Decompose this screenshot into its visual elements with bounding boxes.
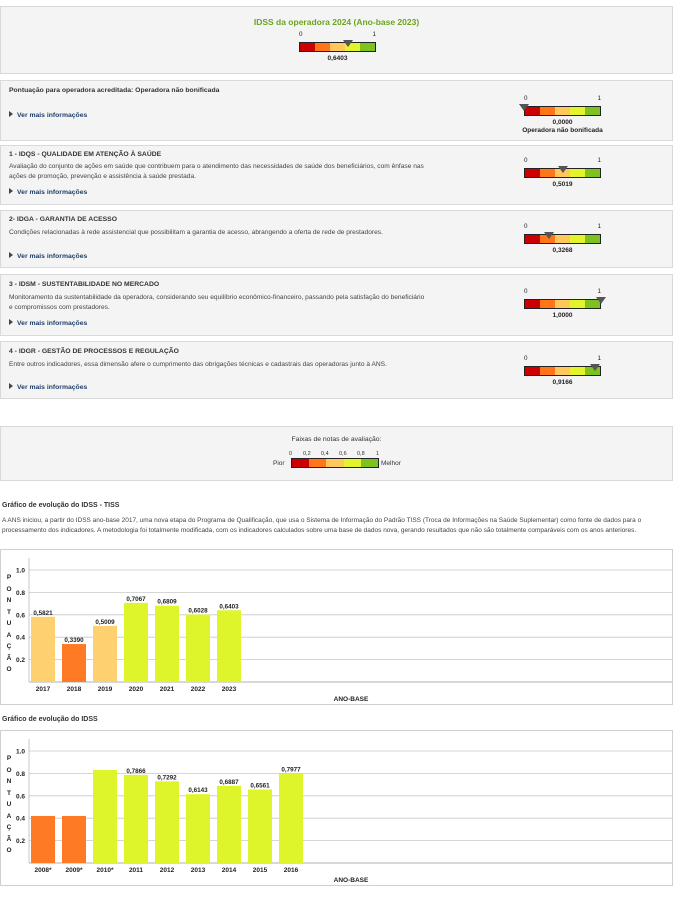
ylabel-char: Ç (6, 643, 12, 650)
legend-tick: 0,8 (357, 451, 365, 457)
dimension-description: Condições relacionadas à rede assistencial que possibilitam a garantia de acesso, abrangendo a oferta de rede de prestadores. (9, 229, 383, 236)
more-link-label: Ver mais informações (17, 189, 88, 196)
y-tick-label: 0.4 (15, 634, 25, 642)
dimension-more-link[interactable] (9, 319, 87, 327)
x-tick-label: 2017 (35, 686, 51, 693)
x-tick-label: 2020 (128, 686, 144, 693)
gauge-segment (585, 169, 600, 177)
legend-tick: 0,4 (321, 451, 329, 457)
gauge-bar (524, 106, 601, 116)
gauge-marker-icon (544, 232, 554, 239)
x-tick-label: 2011 (128, 867, 144, 874)
x-tick-label: 2019 (97, 686, 113, 693)
gauge-marker-icon (590, 364, 600, 371)
x-tick-label: 2008* (34, 867, 52, 874)
chart-svg (1, 550, 672, 704)
gauge-segment (570, 367, 585, 375)
bar-value-label: 0,6809 (157, 598, 177, 606)
x-tick-label: 2015 (252, 867, 268, 874)
legend-segment (309, 459, 326, 467)
bar (93, 770, 117, 863)
bar (62, 816, 86, 863)
gauge-min-label: 0 (299, 31, 303, 38)
ylabel-char: O (6, 847, 12, 854)
accreditation-gauge (522, 95, 604, 134)
x-tick-label: 2023 (221, 686, 237, 693)
y-tick-label: 0.6 (15, 612, 25, 620)
expand-arrow-icon (9, 188, 13, 194)
bar (248, 790, 272, 863)
ylabel-char: T (7, 789, 11, 797)
gauge-value: 1,0000 (552, 312, 573, 319)
y-tick-label: 1.0 (15, 567, 25, 575)
dimension-description: Monitoramento da sustentabilidade da operadora, considerando seu equilíbrio econômico-financeiro, passando pela satisfação do beneficiário e compromissos com prestadores. (9, 294, 425, 311)
gauge-value: 0,6403 (327, 55, 348, 62)
bar-value-label: 0,6028 (188, 607, 208, 615)
x-tick-label: 2009* (65, 867, 83, 874)
ylabel-char: N (6, 597, 12, 604)
gauge-segment (360, 43, 375, 51)
legend-segment (361, 459, 378, 467)
x-axis-label: ANO-BASE (333, 696, 369, 703)
expand-arrow-icon (9, 252, 13, 258)
y-tick-label: 0.8 (15, 589, 25, 597)
x-tick-label: 2022 (190, 686, 206, 693)
gauge-value: 0,0000 (552, 119, 573, 126)
gauge-segment (570, 300, 585, 308)
legend-tick: 0,6 (339, 451, 347, 457)
legend-segment (292, 459, 309, 467)
chart-idss-title: Gráfico de evolução do IDSS (2, 716, 98, 723)
bar (124, 603, 148, 682)
dimension-title: 3 - IDSM - SUSTENTABILIDADE NO MERCADO (9, 281, 160, 288)
gauge-bar (524, 234, 601, 244)
more-link-label: Ver mais informações (17, 384, 88, 391)
ylabel-char: O (6, 585, 12, 593)
dimension-description: Avaliação do conjunto de ações em saúde que contribuem para o atendimento das necessidades de saúde dos beneficiários, com ênfase nas ações de promoção, prevenção e assistência à saúde prestada. (9, 163, 424, 180)
ylabel-char: P (6, 574, 12, 581)
gauge-segment (525, 367, 540, 375)
bar-value-label: 0,5821 (33, 609, 53, 617)
dimension-more-link[interactable] (9, 383, 87, 391)
ylabel-char: T (7, 608, 11, 616)
accreditation-status: Operadora não bonificada (522, 127, 603, 134)
dimension-gauge (524, 157, 604, 189)
ylabel-char: U (6, 620, 12, 627)
summary-gauge (299, 31, 379, 63)
summary-panel (0, 6, 673, 74)
bar-value-label: 0,6403 (219, 603, 239, 611)
bar-value-label: 0,7292 (157, 774, 177, 782)
bar (217, 610, 241, 682)
chart-tiss-title: Gráfico de evolução do IDSS - TISS (2, 502, 120, 509)
x-tick-label: 2013 (190, 867, 206, 874)
chart-ylabel (5, 753, 13, 857)
dimension-more-link[interactable] (9, 188, 87, 196)
y-tick-label: 0.8 (15, 770, 25, 778)
bar (31, 617, 55, 682)
gauge-max-label: 1 (597, 223, 601, 230)
ylabel-char: O (6, 766, 12, 774)
legend-segment (326, 459, 343, 467)
bar (155, 781, 179, 863)
gauge-marker-icon (558, 166, 568, 173)
ylabel-char: Ã (6, 654, 12, 662)
gauge-segment (315, 43, 330, 51)
dimension-gauge (524, 223, 604, 255)
dimension-panel-idsm (0, 274, 673, 336)
gauge-segment (555, 367, 570, 375)
expand-arrow-icon (9, 319, 13, 325)
chart-ylabel (5, 572, 13, 676)
legend-tick: 1 (376, 451, 380, 457)
gauge-segment (570, 169, 585, 177)
gauge-segment (540, 107, 555, 115)
bar-value-label: 0,6143 (188, 787, 208, 795)
accreditation-more-link[interactable] (9, 111, 87, 119)
accreditation-panel (0, 80, 673, 141)
summary-title: IDSS da operadora 2024 (Ano-base 2023) (253, 17, 420, 27)
x-tick-label: 2010* (96, 867, 114, 874)
dimension-panel-idgr (0, 341, 673, 399)
x-tick-label: 2016 (283, 867, 299, 874)
bar-value-label: 0,6887 (219, 778, 239, 786)
chart-svg (1, 731, 672, 885)
bar (186, 614, 210, 682)
y-tick-label: 1.0 (15, 748, 25, 756)
ylabel-char: N (6, 778, 12, 785)
more-link-label: Ver mais informações (17, 253, 88, 260)
dimension-gauge (524, 355, 604, 387)
bar (186, 794, 210, 863)
dimension-gauge (524, 288, 604, 320)
gauge-value: 0,3268 (552, 247, 573, 254)
y-tick-label: 0.4 (15, 815, 25, 823)
y-tick-label: 0.6 (15, 793, 25, 801)
gauge-segment (540, 300, 555, 308)
gauge-marker-icon (596, 297, 606, 304)
gauge-max-label: 1 (597, 157, 601, 164)
legend-tick: 0,2 (303, 451, 311, 457)
bar-value-label: 0,6561 (250, 782, 270, 790)
dimension-panel-idqs (0, 145, 673, 205)
gauge-segment (585, 107, 600, 115)
gauge-max-label: 1 (597, 95, 601, 102)
gauge-max-label: 1 (372, 31, 376, 38)
gauge-segment (570, 107, 585, 115)
gauge-segment (525, 169, 540, 177)
gauge-segment (585, 235, 600, 243)
chart-tiss (0, 549, 673, 705)
gauge-segment (570, 235, 585, 243)
gauge-segment (540, 169, 555, 177)
dimension-title: 4 - IDGR - GESTÃO DE PROCESSOS E REGULAÇÃO (9, 348, 179, 355)
ylabel-char: A (6, 631, 12, 639)
gauge-value: 0,9166 (552, 379, 573, 386)
gauge-bar (524, 299, 601, 309)
ylabel-char: Ã (6, 835, 12, 843)
more-link-label: Ver mais informações (17, 112, 88, 119)
gauge-segment (300, 43, 315, 51)
bar-value-label: 0,5009 (95, 618, 115, 626)
gauge-segment (525, 235, 540, 243)
gauge-bar (299, 42, 376, 52)
gauge-segment (540, 367, 555, 375)
gauge-value: 0,5019 (552, 181, 573, 188)
expand-arrow-icon (9, 111, 13, 117)
more-link-label: Ver mais informações (17, 320, 88, 327)
legend-tick: 0 (289, 451, 293, 457)
legend-bar (291, 458, 379, 468)
gauge-min-label: 0 (524, 355, 528, 362)
gauge-min-label: 0 (524, 95, 528, 102)
bar (279, 774, 303, 863)
bar (62, 644, 86, 682)
gauge-min-label: 0 (524, 223, 528, 230)
accreditation-title: Pontuação para operadora acreditada: Operadora não bonificada (9, 87, 220, 94)
legend-worst-label: Pior (273, 460, 285, 467)
gauge-min-label: 0 (524, 288, 528, 295)
chart-tiss-description: A ANS iniciou, a partir do IDSS ano-base 2017, uma nova etapa do Programa de Qualificação, que usa o Sistema de Informação do Padrão TISS (Troca de Informações na Saúde Suplementar) como fonte de dados para o processamento dos indicadores. A metodologia foi totalmente modificada, com os indicadores calculados sobre uma base de dados nova, gerando resultados que não são totalmente comparáveis com os anos anteriores. (2, 517, 642, 534)
gauge-min-label: 0 (524, 157, 528, 164)
chart-idss (0, 730, 673, 886)
bar-value-label: 0,7866 (126, 767, 146, 775)
y-tick-label: 0.2 (15, 838, 25, 846)
ylabel-char: P (6, 755, 12, 762)
bar (93, 626, 117, 682)
x-tick-label: 2021 (159, 686, 175, 693)
bar-value-label: 0,3390 (64, 637, 84, 645)
bar (217, 786, 241, 863)
x-axis-label: ANO-BASE (333, 877, 369, 884)
ylabel-char: O (6, 666, 12, 673)
legend-title: Faixas de notas de avaliação: (291, 436, 382, 443)
legend-panel (0, 426, 673, 481)
bar (124, 775, 148, 863)
gauge-marker-icon (343, 40, 353, 47)
dimension-title: 1 - IDQS - QUALIDADE EM ATENÇÃO À SAÚDE (9, 151, 162, 158)
gauge-segment (555, 235, 570, 243)
ylabel-char: A (6, 812, 12, 820)
ylabel-char: U (6, 801, 12, 808)
bar (155, 606, 179, 682)
ylabel-char: Ç (6, 824, 12, 831)
dimension-description: Entre outros indicadores, essa dimensão afere o cumprimento das obrigações técnicas e cadastrais das operadoras junto à ANS. (9, 361, 387, 368)
gauge-marker-icon (519, 104, 529, 111)
bar (31, 816, 55, 863)
dimension-title: 2- IDGA - GARANTIA DE ACESSO (9, 216, 117, 223)
gauge-segment (525, 300, 540, 308)
gauge-max-label: 1 (597, 288, 601, 295)
gauge-segment (555, 107, 570, 115)
bar-value-label: 0,7977 (281, 766, 301, 774)
x-tick-label: 2014 (221, 867, 237, 874)
legend-segment (344, 459, 361, 467)
bar-value-label: 0,7067 (126, 595, 146, 603)
y-tick-label: 0.2 (15, 657, 25, 665)
dimension-more-link[interactable] (9, 252, 87, 260)
x-tick-label: 2018 (66, 686, 82, 693)
dimension-panel-idga (0, 210, 673, 268)
gauge-max-label: 1 (597, 355, 601, 362)
legend-best-label: Melhor (381, 460, 401, 467)
expand-arrow-icon (9, 383, 13, 389)
gauge-segment (555, 300, 570, 308)
x-tick-label: 2012 (159, 867, 175, 874)
